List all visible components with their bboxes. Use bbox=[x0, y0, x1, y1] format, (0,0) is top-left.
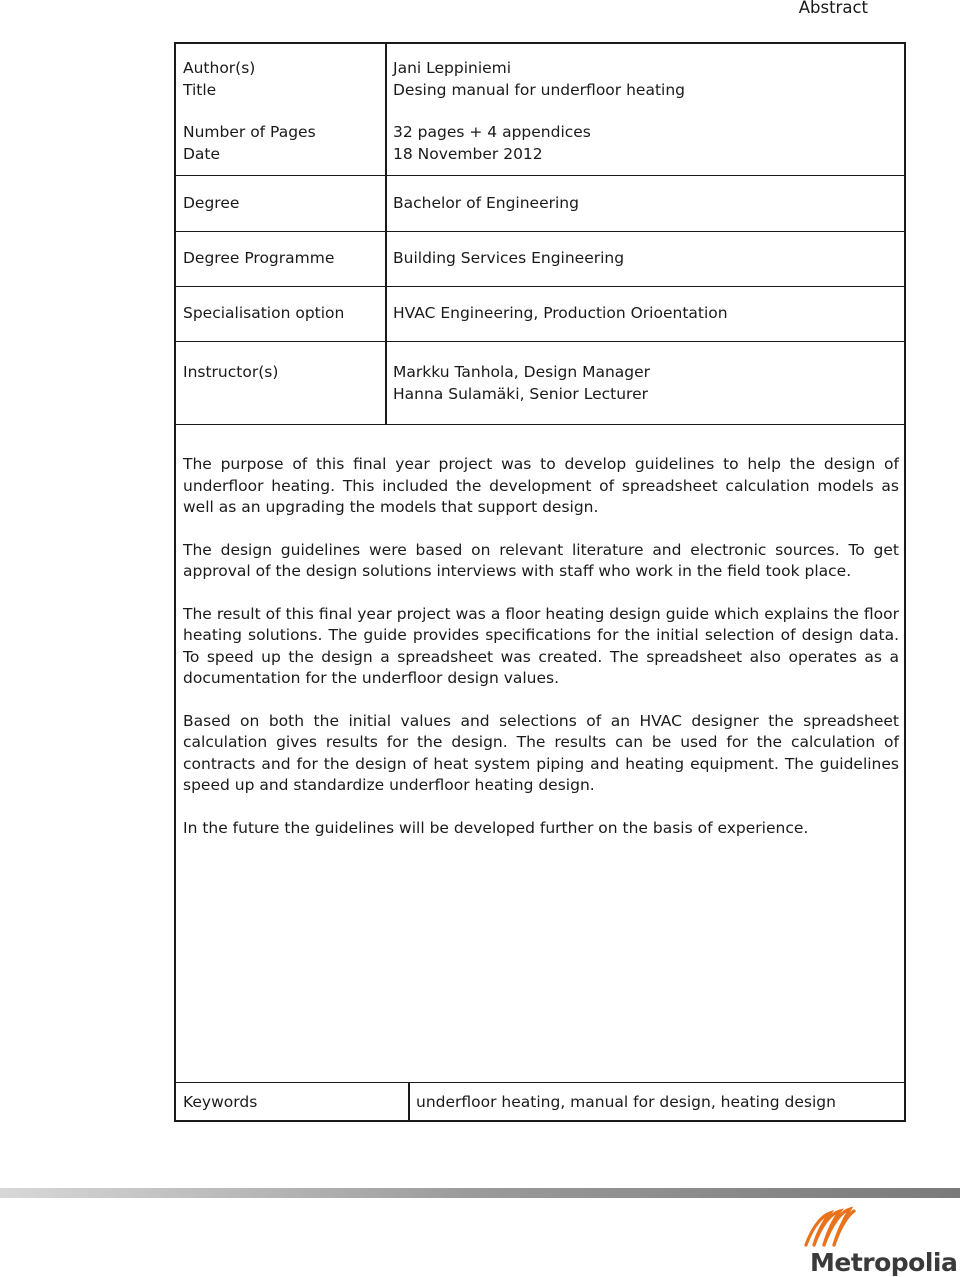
abstract-paragraph: The purpose of this final year project was to develop guidelines to help the design of underfloor heating. This included the development of spreadsheet calculation models as well as an upgrading the models that support design. bbox=[183, 455, 899, 516]
label-instructors: Instructor(s) bbox=[183, 363, 279, 381]
info-row-instructors bbox=[176, 342, 904, 425]
info-row-specialisation bbox=[176, 287, 904, 342]
keywords-value: underfloor heating, manual for design, heating design bbox=[416, 1093, 836, 1111]
footer-stripe bbox=[0, 1188, 960, 1198]
value-instructor-1: Markku Tanhola, Design Manager bbox=[393, 363, 651, 381]
value-instructor-2: Hanna Sulamäki, Senior Lecturer bbox=[393, 384, 648, 403]
value-date: 18 November 2012 bbox=[393, 144, 543, 163]
keywords-row bbox=[176, 1082, 904, 1122]
label-title: Title bbox=[183, 80, 217, 99]
label-pages: Number of Pages bbox=[183, 123, 316, 141]
abstract-paragraph: In the future the guidelines will be developed further on the basis of experience. bbox=[183, 818, 809, 837]
metropolia-logo-text: Metropolia bbox=[810, 1248, 958, 1277]
value-pages: 32 pages + 4 appendices bbox=[393, 123, 591, 141]
value-programme: Building Services Engineering bbox=[393, 249, 625, 267]
label-specialisation: Specialisation option bbox=[183, 304, 345, 322]
abstract-paragraph: The design guidelines were based on relevant literature and electronic sources. To get approval of the design solutions interviews with staff who work in the field took place. bbox=[183, 540, 899, 580]
label-author: Author(s) bbox=[183, 59, 256, 77]
label-programme: Degree Programme bbox=[183, 249, 335, 267]
abstract-form bbox=[174, 42, 906, 1122]
keywords-label: Keywords bbox=[183, 1093, 258, 1111]
abstract-paragraph: Based on both the initial values and selections of an HVAC designer the spreadsheet calculation gives results for the design. The results can be used for the calculation of contracts and for the design of heat system piping and heating equipment. The guidelines speed up and standardize underfloor heating design. bbox=[183, 711, 899, 794]
label-degree: Degree bbox=[183, 194, 240, 212]
abstract-text bbox=[183, 454, 899, 860]
value-specialisation: HVAC Engineering, Production Orioentation bbox=[393, 304, 728, 322]
info-row-degree bbox=[176, 176, 904, 232]
info-row-programme bbox=[176, 232, 904, 287]
label-date: Date bbox=[183, 144, 221, 163]
page-header: Abstract bbox=[798, 0, 868, 17]
value-author: Jani Leppiniemi bbox=[393, 59, 512, 77]
value-degree: Bachelor of Engineering bbox=[393, 194, 579, 212]
keywords-divider bbox=[408, 1083, 410, 1122]
value-title: Desing manual for underfloor heating bbox=[393, 80, 685, 99]
info-row-author-title bbox=[176, 44, 904, 176]
abstract-paragraph: The result of this final year project was a floor heating design guide which explains the floor heating solutions. The guide provides specifications for the initial selection of design data. To speed up the design a spreadsheet was created. The spreadsheet also operates as a documentation for the underfloor design values. bbox=[183, 604, 899, 687]
